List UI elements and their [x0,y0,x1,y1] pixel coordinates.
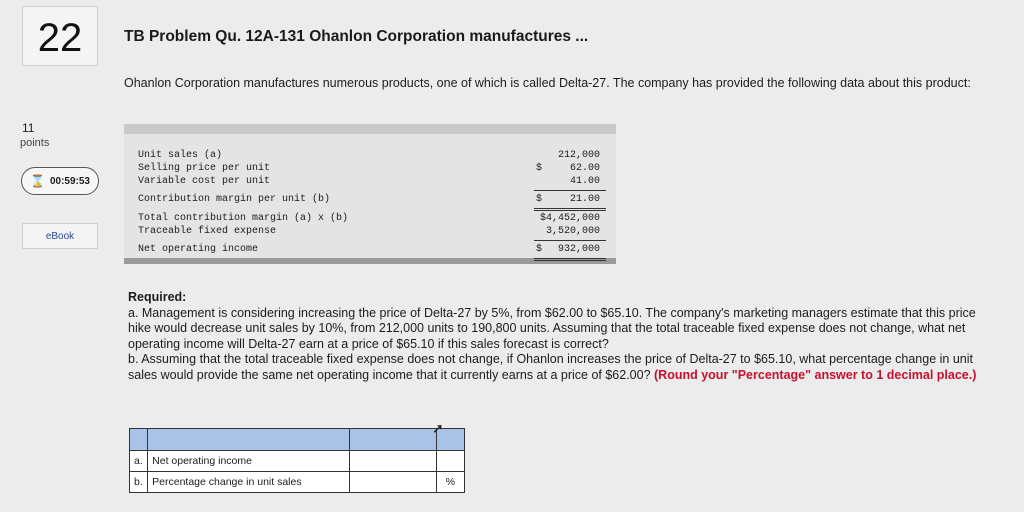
header-cell [349,429,436,451]
row-amount: 62.00 [569,163,600,174]
row-letter: a. [130,451,148,472]
row-label: Percentage change in unit sales [148,472,350,493]
table-row [138,176,610,190]
row-currency: $ [536,163,543,174]
required-part-a: a. Management is considering increasing the price of Delta-27 by 5%, from $62.00 to $65.10. The company's marketing managers estimate that this price hike would decrease unit sales by 10%, from 212,000 units to 190,800 units. Assuming that the total traceable fixed expense does not change, what net operating income will Delta-27 earn at a price of $65.10 if this sales forecast is correct? [128,305,976,351]
row-currency: $ [536,244,543,255]
points-value: 11 [22,121,35,135]
row-label: Total contribution margin (a) x (b) [138,213,349,224]
row-currency: $ [536,194,543,205]
table-row [138,213,610,227]
ebook-button[interactable]: eBook [22,223,98,249]
answer-table [129,428,465,493]
table-row [138,194,610,208]
row-amount: 212,000 [557,150,600,161]
question-number: 22 [22,6,98,66]
required-heading: Required: [128,290,187,304]
row-label: Net operating income [148,451,350,472]
percentage-change-input[interactable] [349,472,436,493]
points-label: points [20,137,50,149]
timer[interactable] [21,167,99,195]
divider [534,190,606,191]
data-table [124,124,616,264]
round-note: (Round your "Percentage" answer to 1 decimal place.) [654,367,977,382]
table-row [130,451,465,472]
table-row [138,163,610,177]
mouse-cursor-icon: ➚ [432,420,444,436]
row-label: Net operating income [138,244,259,255]
divider [534,260,606,261]
table-row [138,150,610,164]
divider [534,258,606,259]
row-amount: 3,520,000 [545,226,600,237]
row-label: Contribution margin per unit (b) [138,194,331,205]
required-section [128,290,998,383]
table-row [138,244,610,258]
header-cell [130,429,148,451]
row-unit: % [436,472,464,493]
divider [534,208,606,209]
row-label: Traceable fixed expense [138,226,277,237]
hourglass-icon: ⌛ [30,174,45,188]
table-row [138,226,610,240]
table-row [130,472,465,493]
row-amount: 41.00 [569,176,600,187]
row-label: Selling price per unit [138,163,271,174]
row-amount: 932,000 [557,244,600,255]
header-cell [148,429,350,451]
row-letter: b. [130,472,148,493]
timer-value: 00:59:53 [49,175,90,187]
answer-table-header [130,429,465,451]
divider [534,210,606,211]
part-b-text: b. Assuming that the total traceable fixed expense does not change, if Ohanlon increases the price of Delta-27 to $65.10, what percentage change in unit sales would provide the same net operating income that it currently earns at a price of $62.00? [128,352,973,382]
row-label: Unit sales (a) [138,150,223,161]
row-label: Variable cost per unit [138,176,271,187]
divider [534,240,606,241]
row-amount: $4,452,000 [539,213,600,224]
net-operating-income-input[interactable] [349,451,436,472]
required-part-b [128,352,998,383]
row-unit [436,451,464,472]
question-intro: Ohanlon Corporation manufactures numerous products, one of which is called Delta-27. The company has provided the following data about this product: [124,76,971,90]
question-title: TB Problem Qu. 12A-131 Ohanlon Corporation manufactures ... [124,28,589,45]
row-amount: 21.00 [569,194,600,205]
